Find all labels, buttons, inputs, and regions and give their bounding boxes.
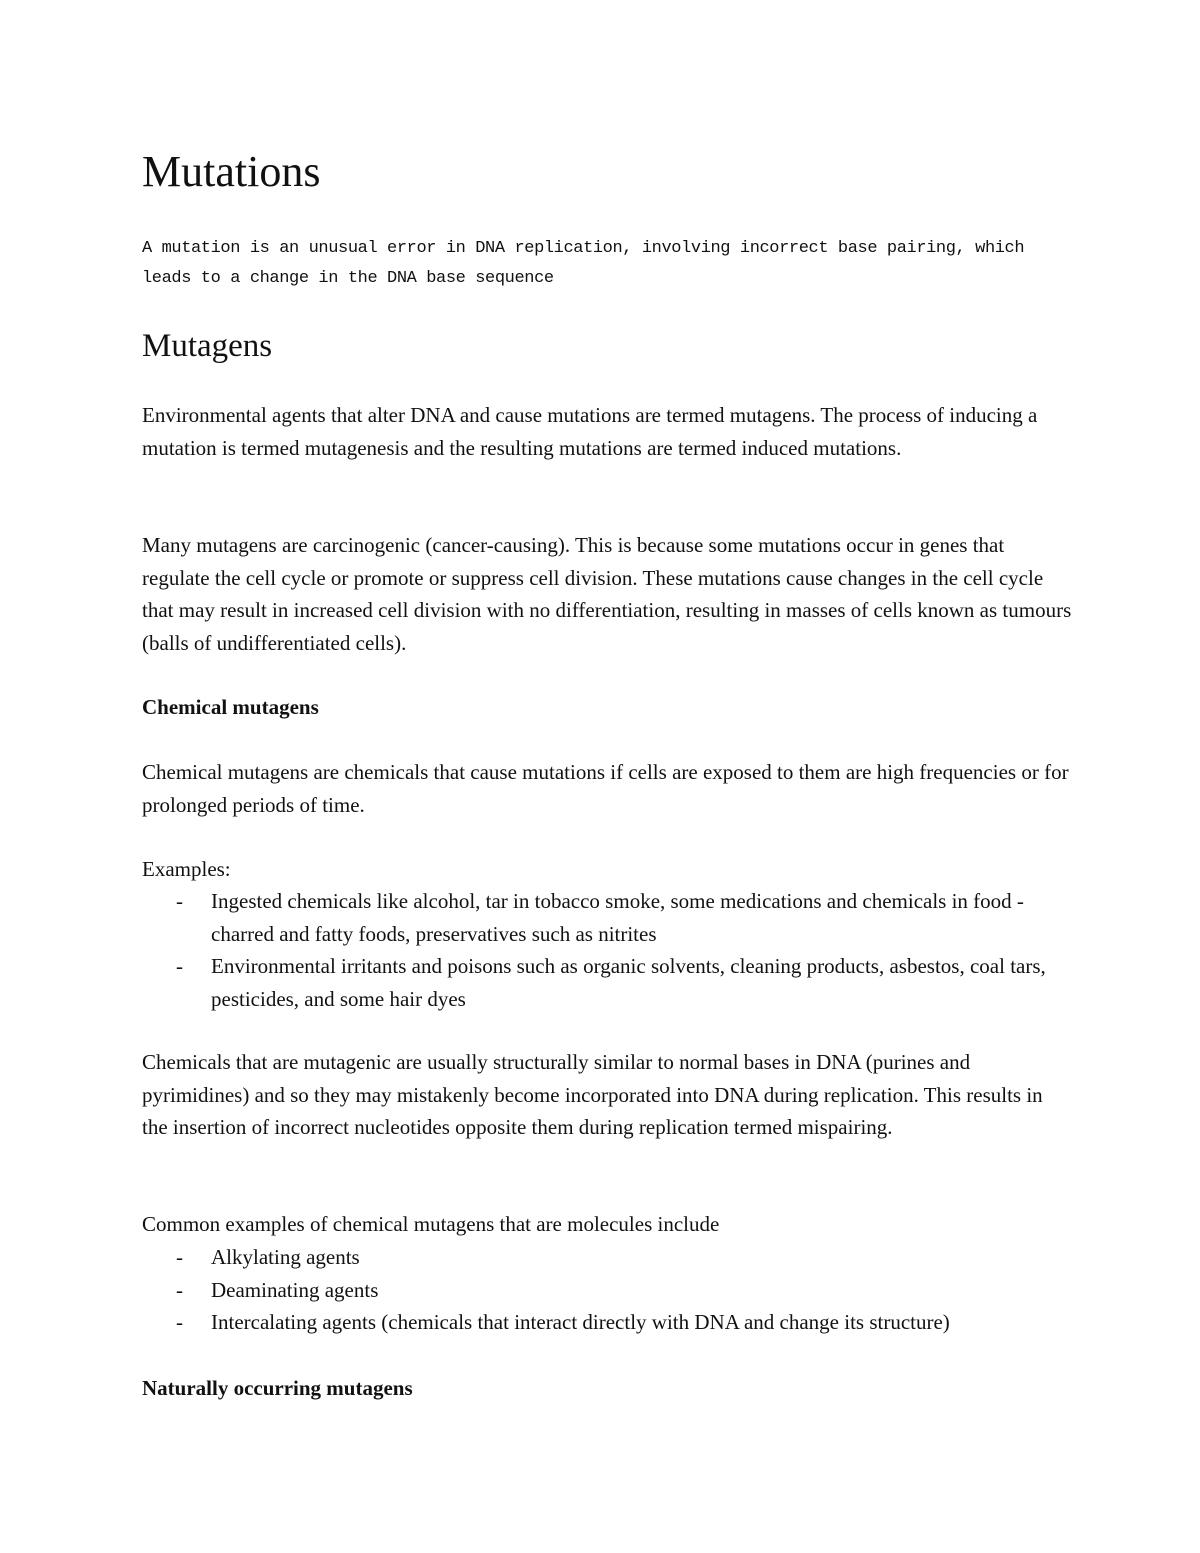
list-item-text: Deaminating agents bbox=[211, 1277, 379, 1302]
intro-paragraph: A mutation is an unusual error in DNA replication, involving incorrect base pairing, which leads to a change in the DNA base sequence bbox=[142, 239, 1025, 288]
naturally-occurring-mutagens-heading: Naturally occurring mutagens bbox=[142, 1376, 413, 1400]
common-examples-list bbox=[142, 1241, 1072, 1339]
list-item bbox=[142, 1274, 1072, 1307]
carcinogenic-paragraph: Many mutagens are carcinogenic (cancer-causing). This is because some mutations occur in genes that regulate the cell cycle or promote or suppress cell division. These mutations cause changes in the cell cycle that may result in increased cell division with no differentiation, resulting in masses of cells known as tumours (balls of undifferentiated cells). bbox=[142, 533, 1072, 655]
list-item bbox=[142, 1306, 1072, 1339]
list-item-text: Environmental irritants and poisons such as organic solvents, cleaning products, asbestos, coal tars, pesticides, and some hair dyes bbox=[211, 954, 1046, 1011]
chemical-mutagens-paragraph: Chemical mutagens are chemicals that cause mutations if cells are exposed to them are high frequencies or for prolonged periods of time. bbox=[142, 760, 1069, 817]
common-examples-label: Common examples of chemical mutagens that are molecules include bbox=[142, 1212, 720, 1236]
dash-bullet: - bbox=[176, 889, 183, 913]
examples-label: Examples: bbox=[142, 857, 231, 881]
list-item-text: Intercalating agents (chemicals that interact directly with DNA and change its structure) bbox=[211, 1310, 950, 1334]
examples-list bbox=[142, 885, 1072, 1015]
chemical-mutagens-heading: Chemical mutagens bbox=[142, 695, 319, 719]
page-title: Mutations bbox=[142, 147, 321, 196]
list-item bbox=[142, 1241, 1072, 1274]
list-item bbox=[142, 950, 1072, 1015]
mutagenic-chemicals-paragraph: Chemicals that are mutagenic are usually structurally similar to normal bases in DNA (purines and pyrimidines) and so they may mistakenly become incorporated into DNA during replication. This results in the insertion of incorrect nucleotides opposite them during replication termed mispairing. bbox=[142, 1050, 1043, 1139]
mutagens-definition-paragraph: Environmental agents that alter DNA and cause mutations are termed mutagens. The process of inducing a mutation is termed mutagenesis and the resulting mutations are termed induced mutations. bbox=[142, 403, 1038, 460]
list-item-text: Ingested chemicals like alcohol, tar in tobacco smoke, some medications and chemicals in food - charred and fatty foods, preservatives such as nitrites bbox=[211, 889, 1024, 946]
section-title-mutagens: Mutagens bbox=[142, 328, 273, 364]
dash-bullet: - bbox=[176, 1277, 183, 1302]
dash-bullet: - bbox=[176, 1245, 183, 1269]
list-item bbox=[142, 885, 1072, 950]
dash-bullet: - bbox=[176, 954, 183, 978]
dash-bullet: - bbox=[176, 1310, 183, 1334]
list-item-text: Alkylating agents bbox=[211, 1245, 360, 1269]
